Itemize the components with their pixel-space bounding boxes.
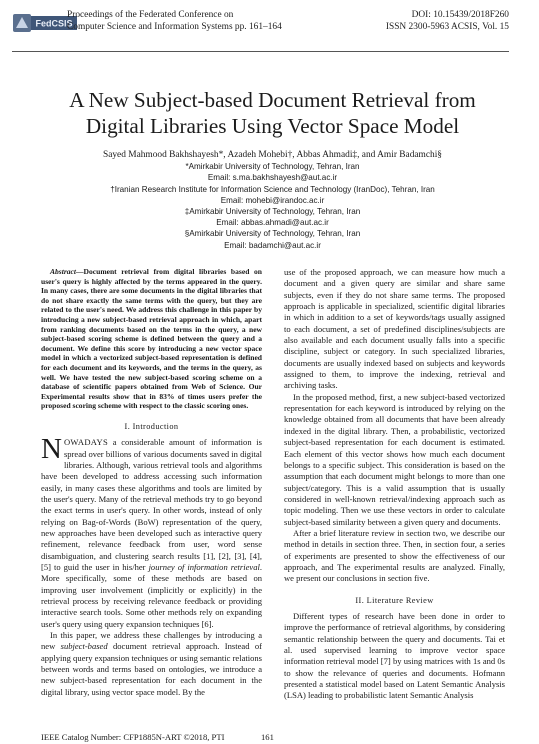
abstract: [41, 267, 262, 411]
affiliation-1: [36, 161, 509, 183]
affiliation-org: †Iranian Research Institute for Information Science and Technology (IranDoc), Tehran, Iran: [110, 184, 435, 194]
page-number: 161: [261, 732, 274, 742]
abstract-text: —Document retrieval from digital libraries based on user's query is highly affected by the terms appeared in the query. In many cases, there are some documents in the digital libraries that do not share exactly the same terms with the query, but they are related to the user's need. We address this challenge in this paper by introducing a new subject-based retrieval approach in which, apart from ranking documents based on the terms in the query, a new subject-based scoring scheme is defined between the query and a document. We define this score by introducing a new vector space model in which a vectorized subject-based representation is defined for each document and its keywords, and the terms in the query, as well. We have tested the new subject-based scoring scheme on a database of scientific papers obtained from Web of Science. Our Experimental results show that in 83% of times users prefer the proposed scoring scheme with respect to the classic scoring ones.: [41, 267, 262, 411]
page-footer: [41, 732, 274, 742]
running-header: [67, 10, 509, 33]
catalog-number: IEEE Catalog Number: CFP1885N-ART ©2018, PTI: [41, 732, 225, 742]
title-line-2: Digital Libraries Using Vector Space Model: [85, 114, 460, 138]
affiliation-org: §Amirkabir University of Technology, Tehran, Iran: [184, 229, 361, 239]
author-names: Sayed Mahmood Bakhshayesh*, Azadeh Mohebi†, Abbas Ahmadi‡, and Amir Badamchi§: [102, 150, 442, 160]
intro-italic-phrase: journey of information retrieval: [148, 562, 260, 573]
affiliation-org: ‡Amirkabir University of Technology, Tehran, Iran: [184, 207, 361, 217]
intro-first-word: OWADAYS: [63, 437, 109, 448]
literature-paragraph-1: Different types of research have been done in order to improve the performance of retrieval algorithms, by considering semantic relationship between the query and documents. Tai et al. used supervised learning to improve vector space information retrieval model [7] by using matrices with 1s and 0s to show the relevance of queries and documents. Hofmann presented a statistical model based on Latent Semantic Analysis (LSA) leading to probabilistic latent Semantic Analysis: [284, 610, 505, 701]
conference-line: Proceedings of the Federated Conference on: [67, 10, 234, 20]
intro2-italic-word: subject-based: [60, 641, 108, 652]
right-column: [284, 267, 505, 702]
intro2-text-a: In this paper, we address these challenges by introducing a new: [41, 630, 262, 652]
left-column: [41, 267, 262, 698]
right-paragraph-1: use of the proposed approach, we can measure how much a document and a given query are similar and share same subjects, even if they do not share same terms. The proposed approach is applicable in specialized, scientific digital libraries in which in addition to a set of keywords/tags usually assigned to each document, a set of predefined disciplines/subjects are also available and each document usually falls into a specific discipline, subject or category. In such specialized libraries, documents are usually indexed based on subjects and keywords assigned to them, to improve the indexing, retrieval and archiving tasks.: [284, 267, 505, 391]
issn: ISSN 2300-5963 ACSIS, Vol. 15: [385, 21, 509, 32]
header-divider: [12, 51, 509, 52]
intro-paragraph-1: [41, 433, 262, 630]
intro2-text-b: document retrieval approach. Instead of applying query expansion techniques or using semantic relations between words and terms based on ontologies, we introduce a new subject-based representation for each document in the digital library, using vector space model. By the: [41, 641, 262, 697]
intro-text-a: a considerable amount of information is spread over billions of various documents saved in digital libraries. Although, various retrieval tools and algorithms have been developed to address accessing such information easily, in many cases these algorithms and tools are limited by the user's query. Many of the retrieval methods try to go beyond the exact terms in user's query. In other words, instead of only relying on Bag-of-Words (BoW) representation of the query, new approaches have been developed such as interactive query refinement, relevance feedback from user, word sense disambiguation, and clustering search results [1], [2], [3], [4], [5] to guid the user in his/her: [41, 437, 262, 573]
author-email[interactable]: Email: s.ma.bakhshayesh@aut.ac.ir: [207, 173, 338, 183]
series-line: Computer Science and Information Systems pp. 161–164: [67, 21, 282, 32]
author-email[interactable]: Email: badamchi@aut.ac.ir: [224, 240, 321, 250]
affiliation-3: [36, 206, 509, 228]
right-paragraph-2: In the proposed method, first, a new subject-based vectorized representation for each keyword is introduced by relying on the knowledge obtained from all documents that have been already indexed in the digital library. Then, a probabilistic, vectorized subject-based representation for each document is estimated. Each element of this vector shows how much each document belongs to a specific subject. This consideration is based on the assumption that each document might belongs to more than one subject/category. This is a valid assumption that is usually considered in well-known retrieval/indexing approach such as topic modeling. Then we use these vectors in order to calculate subject-based similarity between a given query and documents.: [284, 391, 505, 527]
author-email[interactable]: Email: abbas.ahmadi@aut.ac.ir: [216, 218, 329, 228]
paper-title: [36, 87, 509, 139]
affiliation-4: [36, 228, 509, 250]
intro-paragraph-2: [41, 630, 262, 698]
section-heading-introduction: I. Introduction: [124, 421, 179, 431]
affiliation-2: [36, 184, 509, 206]
drop-cap: N: [41, 433, 62, 466]
affiliation-org: *Amirkabir University of Technology, Tehran, Iran: [185, 162, 360, 172]
author-block: [36, 150, 509, 251]
title-line-1: A New Subject-based Document Retrieval from: [69, 88, 476, 112]
section-heading-literature-review: II. Literature Review: [355, 595, 434, 605]
abstract-label: Abstract: [50, 267, 76, 276]
author-email[interactable]: Email: mohebi@irandoc.ac.ir: [220, 195, 325, 205]
doi[interactable]: DOI: 10.15439/2018F260: [411, 10, 509, 20]
svg-text:FedCSIS: FedCSIS: [35, 18, 73, 29]
right-paragraph-3: After a brief literature review in section two, we describe our method in details in section three. Then, in section four, a series of experiments are presented to show the effectiveness of our approach, and The experimental results are analyzed. Finally, we present our conclusions in section five.: [284, 527, 505, 584]
intro-text-b: . More specifically, some of these methods are based on improving user involvement (implicitly or explicitly) in the retrieval process by receiving relevance feedback or providing interactive search tools. Some other methods rely on expanding user's query using query expansion techniques [6].: [41, 562, 262, 629]
